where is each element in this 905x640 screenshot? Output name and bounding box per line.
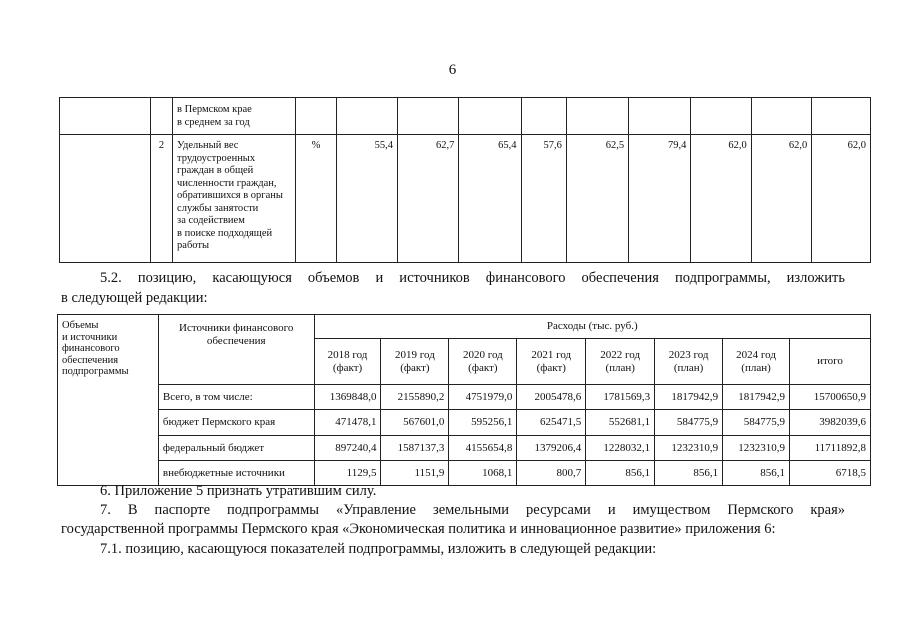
- text-line: в поиске подходящей: [177, 227, 273, 239]
- value-cell: 62,5: [566, 135, 628, 263]
- value-cell: 62,0: [812, 135, 871, 263]
- year-header: [723, 339, 790, 385]
- paragraph-7-1: 7.1. позицию, касающуюся показателей подпрограммы, изложить в следующей редакции:: [100, 541, 657, 557]
- text-line: Объемы: [62, 320, 99, 331]
- text-line: численности граждан,: [177, 177, 277, 189]
- value-cell: 1151,9: [381, 461, 449, 486]
- text-line: Источники финансового: [179, 322, 294, 334]
- table-cell: [60, 135, 151, 263]
- value-cell: 552681,1: [586, 410, 655, 436]
- indicators-table: [59, 97, 871, 263]
- expenses-header: Расходы (тыс. руб.): [314, 315, 870, 339]
- text-line: (план): [673, 361, 704, 374]
- text-line: за содействием: [177, 215, 245, 226]
- text-line: финансового: [62, 343, 120, 354]
- unit-cell: %: [296, 135, 336, 263]
- value-cell: 1817942,9: [655, 385, 723, 410]
- text-line: (факт): [468, 361, 498, 374]
- value-cell: 57,6: [521, 135, 566, 263]
- text-line: граждан в общей: [177, 165, 254, 176]
- year-header: [586, 339, 655, 385]
- value-cell: 4751979,0: [449, 385, 517, 410]
- text-line: 2022 год: [600, 349, 641, 361]
- source-name: Всего, в том числе:: [158, 385, 314, 410]
- year-header: [381, 339, 449, 385]
- text-line: в среднем за год: [177, 116, 250, 128]
- text-line: (план): [741, 361, 771, 374]
- value-cell: 584775,9: [723, 410, 790, 436]
- value-cell: 62,0: [691, 135, 751, 263]
- value-cell: 15700650,9: [790, 385, 871, 410]
- value-cell: 1379206,4: [517, 436, 586, 461]
- paragraph-7-line-1: 7. В паспорте подпрограммы «Управление земельными ресурсами и имуществом Пермского края»: [100, 502, 845, 518]
- value-cell: 2005478,6: [517, 385, 586, 410]
- value-cell: 55,4: [336, 135, 397, 263]
- page-number: 6: [448, 62, 457, 78]
- value-cell: 1587137,3: [381, 436, 449, 461]
- paragraph-6: 6. Приложение 5 признать утратившим силу.: [100, 483, 377, 499]
- text-line: 2018 год: [327, 349, 368, 361]
- value-cell: 800,7: [517, 461, 586, 486]
- finance-label-cell: [58, 315, 159, 486]
- table-row: [58, 410, 871, 436]
- text-line: 2023 год: [668, 349, 709, 361]
- value-cell: 2155890,2: [381, 385, 449, 410]
- table-cell: [150, 98, 172, 135]
- text-line: службы занятости: [177, 202, 259, 214]
- value-cell: 625471,5: [517, 410, 586, 436]
- year-header: [314, 339, 381, 385]
- value-cell: 11711892,8: [790, 436, 871, 461]
- sources-header: [158, 315, 314, 385]
- row-number: 2: [150, 135, 172, 263]
- value-cell: 62,7: [397, 135, 458, 263]
- table-cell: [60, 98, 151, 135]
- text-line: и источники: [62, 331, 118, 343]
- year-header: [655, 339, 723, 385]
- source-name: федеральный бюджет: [158, 436, 314, 461]
- value-cell: 1369848,0: [314, 385, 381, 410]
- value-cell: 62,0: [751, 135, 811, 263]
- text-line: в Пермском крае: [177, 104, 252, 115]
- value-cell: 4155654,8: [449, 436, 517, 461]
- indicator-name-cell: [173, 135, 296, 263]
- value-cell: 65,4: [459, 135, 521, 263]
- indicator-name-cell: [173, 98, 296, 135]
- text-line: работы: [177, 240, 210, 251]
- text-line: обеспечения: [62, 354, 119, 366]
- value-cell: 1781569,3: [586, 385, 655, 410]
- value-cell: 1129,5: [314, 461, 381, 486]
- text-line: 2021 год: [531, 349, 572, 361]
- finance-table: [57, 314, 871, 486]
- value-cell: 6718,5: [790, 461, 871, 486]
- text-line: (факт): [400, 361, 430, 374]
- value-cell: 856,1: [586, 461, 655, 486]
- text-line: обратившихся в органы: [177, 190, 283, 201]
- value-cell: 3982039,6: [790, 410, 871, 436]
- value-cell: 1228032,1: [586, 436, 655, 461]
- text-line: Удельный вес: [177, 140, 239, 151]
- text-line: обеспечения: [206, 334, 266, 347]
- table-row: [58, 385, 871, 410]
- value-cell: 1232310,9: [723, 436, 790, 461]
- year-header: [517, 339, 586, 385]
- text-line: 2024 год: [736, 349, 776, 361]
- scan-top-edge: [0, 0, 905, 1]
- value-cell: 79,4: [629, 135, 691, 263]
- value-cell: 897240,4: [314, 436, 381, 461]
- paragraph-5-2-line-2: в следующей редакции:: [61, 290, 208, 306]
- text-line: подпрограммы: [62, 366, 129, 377]
- text-line: (факт): [332, 361, 363, 374]
- value-cell: 856,1: [723, 461, 790, 486]
- value-cell: 856,1: [655, 461, 723, 486]
- value-cell: 1232310,9: [655, 436, 723, 461]
- text-line: (факт): [536, 361, 566, 374]
- source-name: внебюджетные источники: [158, 461, 314, 486]
- value-cell: 1817942,9: [723, 385, 790, 410]
- value-cell: 471478,1: [314, 410, 381, 436]
- text-line: (план): [605, 361, 635, 374]
- paragraph-7-line-2: государственной программы Пермского края «Экономическая политика и инновационное развитие» приложения 6:: [61, 521, 776, 537]
- year-header: [449, 339, 517, 385]
- value-cell: 595256,1: [449, 410, 517, 436]
- text-line: трудоустроенных: [177, 152, 256, 164]
- text-line: 2019 год: [395, 349, 435, 361]
- text-line: 2020 год: [462, 349, 503, 361]
- table-row: [58, 436, 871, 461]
- total-header: итого: [790, 339, 871, 385]
- source-name: бюджет Пермского края: [158, 410, 314, 436]
- value-cell: 1068,1: [449, 461, 517, 486]
- value-cell: 567601,0: [381, 410, 449, 436]
- paragraph-5-2-line-1: 5.2. позицию, касающуюся объемов и источников финансового обеспечения подпрограммы, изложить: [100, 270, 845, 286]
- value-cell: 584775,9: [655, 410, 723, 436]
